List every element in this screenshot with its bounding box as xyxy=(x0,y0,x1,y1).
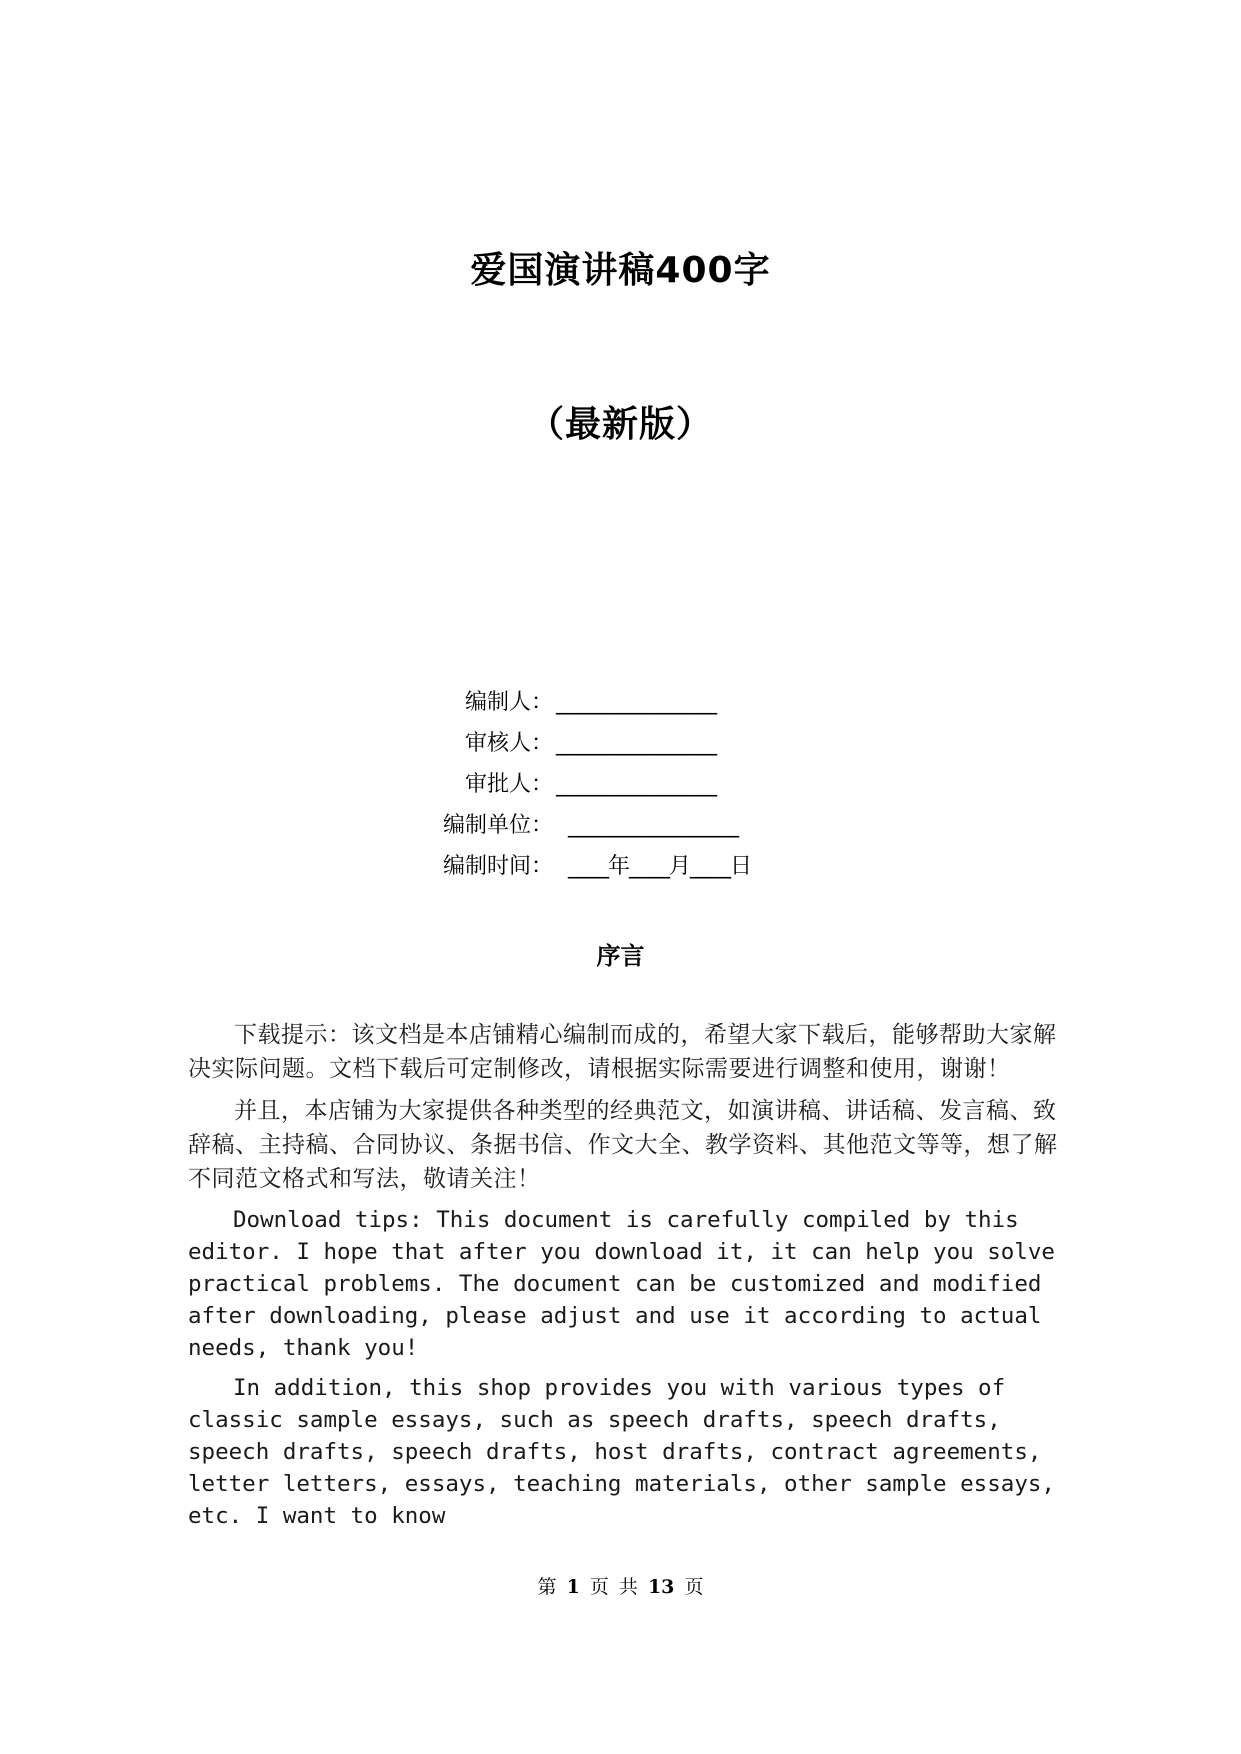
time-row xyxy=(0,846,1241,887)
approver-row xyxy=(0,764,1241,805)
reviewer-blank: ________________ xyxy=(556,731,716,756)
unit-row xyxy=(0,805,1241,846)
reviewer-label: 审核人： xyxy=(464,731,553,756)
approver-blank: ________________ xyxy=(556,772,716,797)
preface-paragraph: 下载提示：该文档是本店铺精心编制而成的，希望大家下载后，能够帮助大家解决实际问题。文档下载后可定制修改，请根据实际需要进行调整和使用，谢谢！ xyxy=(188,1022,1057,1082)
footer-suffix: 页 xyxy=(684,1576,704,1598)
compiler-row xyxy=(0,682,1241,723)
preface-paragraph: In addition, this shop provides you with various types of classic sample essays, such as speech drafts, speech drafts, speech drafts, speech drafts, host drafts, contract agreements, letter letters, essays, teaching materials, other sample essays, etc. I want to know xyxy=(188,1375,1055,1529)
total-page-number: 13 xyxy=(647,1576,675,1598)
unit-blank: _________________ xyxy=(568,813,738,838)
reviewer-row xyxy=(0,723,1241,764)
compiler-blank: ________________ xyxy=(556,690,716,715)
unit-label: 编制单位： xyxy=(442,813,553,838)
approver-label: 审批人： xyxy=(464,772,553,797)
current-page-number: 1 xyxy=(566,1576,580,1598)
page-footer xyxy=(0,1572,1241,1599)
preface-paragraph: Download tips: This document is carefully compiled by this editor. I hope that after you download it, it can help you solve practical problems. The document can be customized and modified after downloading, please adjust and use it according to actual needs, thank you! xyxy=(188,1207,1055,1361)
document-subtitle: （最新版） xyxy=(527,404,713,445)
signature-block xyxy=(0,682,1241,887)
preface-body xyxy=(188,1018,1068,1540)
footer-prefix: 第 xyxy=(537,1576,557,1598)
compiler-label: 编制人： xyxy=(464,690,553,715)
time-label: 编制时间： xyxy=(442,854,553,879)
preface-heading: 序言 xyxy=(596,942,645,970)
preface-paragraph: 并且，本店铺为大家提供各种类型的经典范文，如演讲稿、讲话稿、发言稿、致辞稿、主持稿、合同协议、条据书信、作文大全、教学资料、其他范文等等，想了解不同范文格式和写法，敬请关注！ xyxy=(188,1098,1058,1192)
time-blank: ____年____月____日 xyxy=(568,854,752,879)
footer-middle: 页 共 xyxy=(589,1576,638,1598)
document-title: 爱国演讲稿400字 xyxy=(470,250,771,291)
